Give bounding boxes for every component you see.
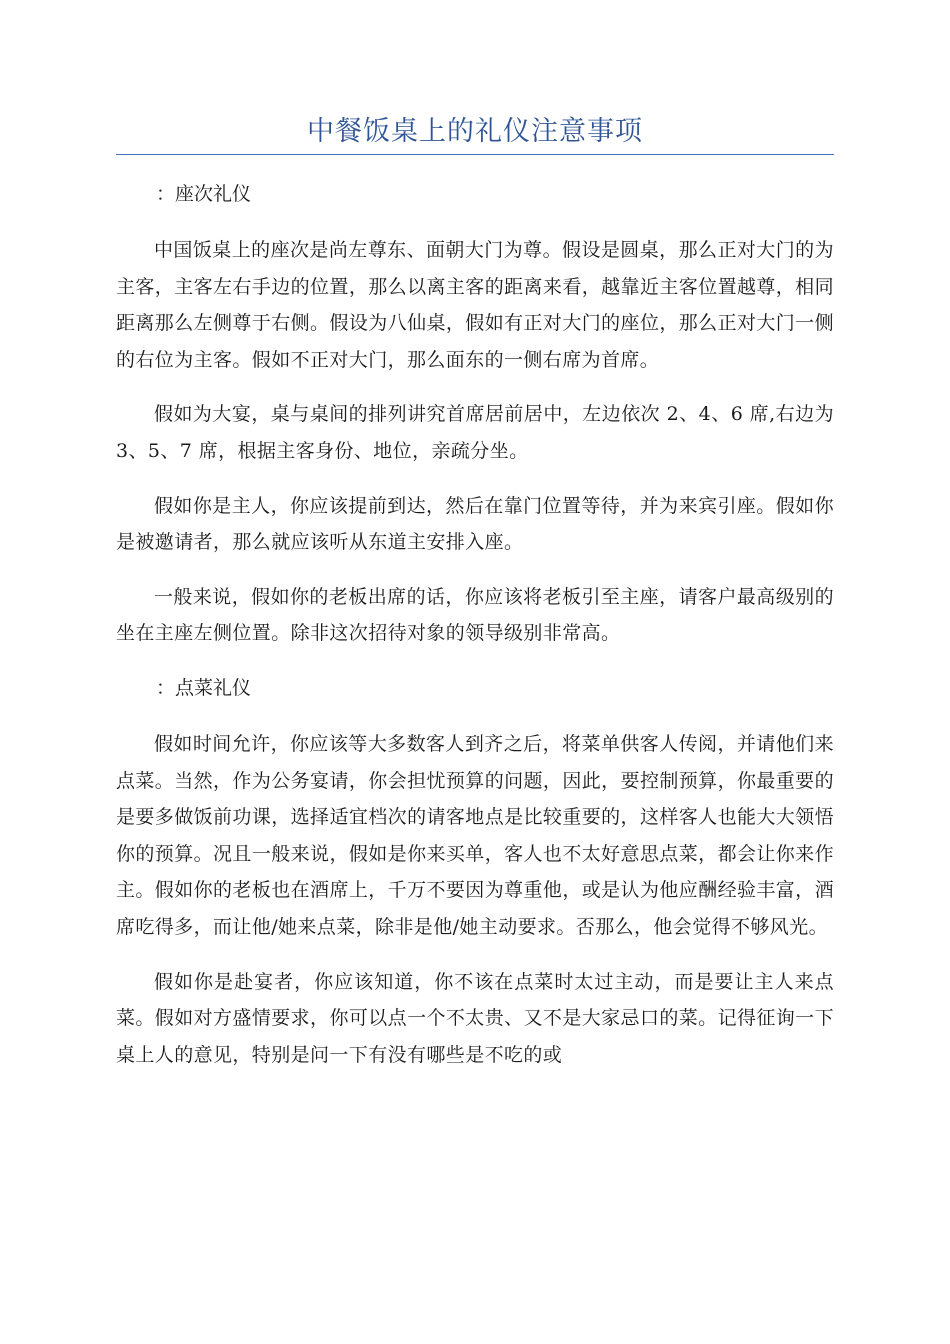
paragraph: 假如你是赴宴者，你应该知道，你不该在点菜时太过主动，而是要让主人来点菜。假如对方盛情要求，你可以点一个不太贵、又不是大家忌口的菜。记得征询一下桌上人的意见，特别是问一下有没有哪些是不吃的或 [116,970,834,1066]
paragraph: 中国饭桌上的座次是尚左尊东、面朝大门为尊。假设是圆桌，那么正对大门的为主客，主客左右手边的位置，那么以离主客的距离来看，越靠近主客位置越尊，相同距离那么左侧尊于右侧。假设为八仙桌，假如有正对大门的座位，那么正对大门一侧的右位为主客。假如不正对大门，那么面东的一侧右席为首席。 [116,239,834,371]
title-underline [116,154,834,155]
paragraph: 假如时间允许，你应该等大多数客人到齐之后，将菜单供客人传阅，并请他们来点菜。当然，作为公务宴请，你会担忧预算的问题，因此，要控制预算，你最重要的是要多做饭前功课，选择适宜档次的请客地点是比较重要的，这样客人也能大大领悟你的预算。况且一般来说，假如是你来买单，客人也不太好意思点菜，都会让你来作主。假如你的老板也在酒席上，千万不要因为尊重他，或是认为他应酬经验丰富，酒席吃得多，而让他/她来点菜，除非是他/她主动要求。否那么，他会觉得不够风光。 [116,732,834,938]
section-heading-ordering: ：点菜礼仪 [156,676,252,699]
document-body [116,176,834,1073]
paragraph: 假如为大宴，桌与桌间的排列讲究首席居前居中，左边依次 2、4、6 席,右边为 3、5、7 席，根据主客身份、地位，亲疏分坐。 [116,403,834,462]
document-title: 中餐饭桌上的礼仪注意事项 [307,116,643,147]
paragraph: 假如你是主人，你应该提前到达，然后在靠门位置等待，并为来宾引座。假如你是被邀请者，那么就应该听从东道主安排入座。 [116,494,834,554]
section-heading-seating: ：座次礼仪 [156,183,252,205]
paragraph: 一般来说，假如你的老板出席的话，你应该将老板引至主座，请客户最高级别的坐在主座左侧位置。除非这次招待对象的领导级别非常高。 [116,585,834,645]
